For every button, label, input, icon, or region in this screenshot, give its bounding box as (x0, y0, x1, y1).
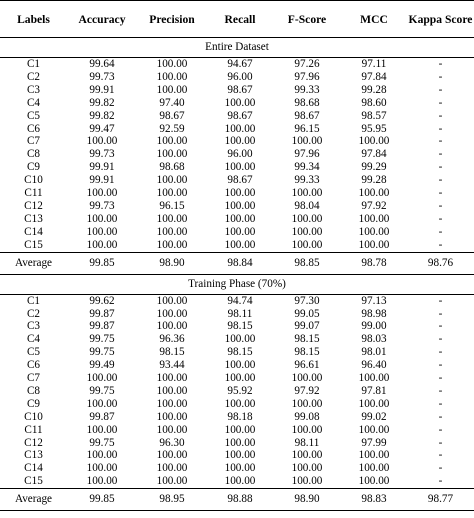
fscore-cell: 96.61 (294, 359, 320, 372)
fscore-cell: 100.00 (291, 135, 323, 148)
recall-cell: 98.88 (207, 489, 273, 511)
mcc-cell: 97.99 (361, 436, 387, 449)
precision-cell: 100.00 (156, 187, 188, 200)
fscore-cell: 99.07 (294, 320, 320, 333)
precision-cell: 100.00 (156, 410, 188, 423)
precision-cell: 100.00 (156, 320, 188, 333)
label-cell: C15 (24, 238, 43, 251)
kappa-cell: - (438, 320, 443, 333)
fscore-cell: 97.96 (294, 148, 320, 161)
fscore-cell: 99.34 (294, 161, 320, 174)
kappa-cell: - (438, 148, 443, 161)
precision-cell: 97.40 (159, 96, 185, 109)
table-row (0, 110, 474, 123)
recall-cell: 98.84 (207, 252, 273, 274)
mcc-cell: 100.00 (358, 372, 390, 385)
kappa-cell: - (438, 475, 443, 488)
table-row (0, 161, 474, 174)
fscore-cell: 98.68 (294, 96, 320, 109)
label-cell: C14 (24, 225, 43, 238)
table-row (0, 148, 474, 161)
mcc-cell: 97.92 (361, 199, 387, 212)
mcc-cell: 97.84 (361, 70, 387, 83)
accuracy-cell: 99.87 (89, 307, 115, 320)
mcc-cell: 100.00 (358, 135, 390, 148)
mcc-cell: 96.40 (361, 359, 387, 372)
label-cell: C15 (24, 475, 43, 488)
fscore-cell: 99.08 (294, 410, 320, 423)
table-row (0, 308, 474, 321)
kappa-cell: - (438, 199, 443, 212)
label-cell: C3 (26, 320, 41, 333)
recall-cell: 94.67 (227, 58, 253, 70)
precision-cell: 100.00 (156, 238, 188, 251)
table-row (0, 372, 474, 385)
precision-cell: 100.00 (156, 294, 188, 307)
section-entire-header (0, 38, 474, 58)
kappa-cell: - (438, 333, 443, 346)
accuracy-cell: 99.75 (89, 436, 115, 449)
accuracy-cell: 99.85 (67, 252, 137, 274)
table-row (0, 398, 474, 411)
label-cell: C9 (26, 161, 41, 174)
mcc-cell: 100.00 (358, 225, 390, 238)
precision-cell: 92.59 (159, 122, 185, 135)
recall-cell: 95.92 (227, 384, 253, 397)
label-cell: C11 (24, 423, 43, 436)
section-title: Training Phase (70%) (0, 274, 474, 294)
kappa-cell: - (438, 307, 443, 320)
header-kappa (407, 1, 474, 38)
accuracy-cell: 99.87 (89, 320, 115, 333)
fscore-cell: 98.15 (294, 333, 320, 346)
kappa-cell: - (438, 225, 443, 238)
recall-cell: 100.00 (224, 212, 256, 225)
accuracy-cell: 99.91 (89, 174, 115, 187)
fscore-cell: 100.00 (291, 462, 323, 475)
accuracy-cell: 99.73 (89, 148, 115, 161)
precision-cell: 100.00 (156, 372, 188, 385)
recall-cell: 98.18 (227, 410, 253, 423)
label-cell: C10 (24, 410, 43, 423)
accuracy-cell: 99.82 (89, 109, 115, 122)
header-row (0, 1, 474, 38)
table-row (0, 226, 474, 239)
fscore-cell: 97.30 (294, 294, 320, 307)
accuracy-cell: 99.47 (89, 122, 115, 135)
fscore-cell: 100.00 (291, 475, 323, 488)
recall-cell: 100.00 (224, 161, 256, 174)
fscore-cell: 100.00 (291, 397, 323, 410)
fscore-cell: 99.05 (294, 307, 320, 320)
precision-cell: 100.00 (156, 70, 188, 83)
kappa-cell: - (438, 359, 443, 372)
table-header (0, 1, 474, 38)
fscore-cell: 98.15 (294, 346, 320, 359)
recall-cell: 98.67 (227, 83, 253, 96)
kappa-cell: - (438, 410, 443, 423)
recall-cell: 100.00 (224, 225, 256, 238)
precision-cell: 100.00 (156, 475, 188, 488)
kappa-cell: 98.76 (407, 252, 474, 274)
precision-cell: 100.00 (156, 307, 188, 320)
accuracy-cell: 99.87 (89, 410, 115, 423)
label-cell: C6 (26, 359, 41, 372)
precision-cell: 100.00 (156, 135, 188, 148)
label-cell: C13 (24, 212, 43, 225)
section-training-rows (0, 294, 474, 489)
recall-cell: 100.00 (224, 449, 256, 462)
recall-cell: 98.11 (227, 307, 253, 320)
precision-cell: 100.00 (156, 212, 188, 225)
header-kappa-label: Kappa Score (408, 12, 473, 26)
header-accuracy: Accuracy (78, 12, 126, 26)
label-cell: C13 (24, 449, 43, 462)
precision-cell: 96.30 (159, 436, 185, 449)
table-row (0, 97, 474, 110)
precision-cell: 96.15 (159, 199, 185, 212)
accuracy-cell: 99.75 (89, 333, 115, 346)
mcc-cell: 98.60 (361, 96, 387, 109)
accuracy-cell: 100.00 (86, 238, 118, 251)
recall-cell: 100.00 (224, 423, 256, 436)
kappa-cell: - (438, 238, 443, 251)
recall-cell: 100.00 (224, 475, 256, 488)
label-cell: C5 (26, 109, 41, 122)
section-title-row (0, 38, 474, 58)
precision-cell: 98.95 (137, 489, 207, 511)
kappa-cell: - (438, 423, 443, 436)
mcc-cell: 99.29 (361, 161, 387, 174)
mcc-cell: 95.95 (361, 122, 387, 135)
label-cell: Average (0, 489, 67, 511)
table-row (0, 174, 474, 187)
section-training-average (0, 489, 474, 511)
recall-cell: 100.00 (224, 199, 256, 212)
label-cell: C2 (26, 70, 41, 83)
table-row (0, 359, 474, 372)
fscore-cell: 100.00 (291, 449, 323, 462)
mcc-cell: 97.84 (361, 148, 387, 161)
recall-cell: 100.00 (224, 238, 256, 251)
kappa-cell: - (438, 161, 443, 174)
kappa-cell: - (438, 294, 443, 307)
mcc-cell: 99.28 (361, 83, 387, 96)
fscore-cell: 98.11 (294, 436, 320, 449)
mcc-cell: 100.00 (358, 238, 390, 251)
table-row (0, 58, 474, 71)
table-row (0, 187, 474, 200)
label-cell: C12 (24, 436, 43, 449)
mcc-cell: 97.11 (361, 58, 387, 70)
table-row (0, 135, 474, 148)
recall-cell: 94.74 (227, 294, 253, 307)
kappa-cell: - (438, 83, 443, 96)
section-entire-rows (0, 58, 474, 253)
fscore-cell: 97.26 (294, 58, 320, 70)
table-row (0, 449, 474, 462)
average-row (0, 489, 474, 511)
table-row (0, 213, 474, 226)
label-cell: C7 (26, 135, 41, 148)
table-row (0, 200, 474, 213)
precision-cell: 100.00 (156, 83, 188, 96)
kappa-cell: - (438, 70, 443, 83)
accuracy-cell: 99.75 (89, 384, 115, 397)
label-cell: C10 (24, 174, 43, 187)
accuracy-cell: 100.00 (86, 187, 118, 200)
mcc-cell: 99.02 (361, 410, 387, 423)
kappa-cell: - (438, 397, 443, 410)
recall-cell: 100.00 (224, 462, 256, 475)
fscore-cell: 100.00 (291, 372, 323, 385)
label-cell: C4 (26, 96, 41, 109)
section-title: Entire Dataset (0, 38, 474, 58)
mcc-cell: 98.83 (341, 489, 407, 511)
label-cell: C3 (26, 83, 41, 96)
accuracy-cell: 100.00 (86, 449, 118, 462)
table-row (0, 294, 474, 307)
recall-cell: 98.67 (227, 174, 253, 187)
precision-cell: 100.00 (156, 148, 188, 161)
recall-cell: 100.00 (224, 333, 256, 346)
label-cell: C1 (26, 294, 41, 307)
fscore-cell: 100.00 (291, 423, 323, 436)
fscore-cell: 100.00 (291, 187, 323, 200)
precision-cell: 100.00 (156, 384, 188, 397)
label-cell: C2 (26, 307, 41, 320)
accuracy-cell: 100.00 (86, 212, 118, 225)
recall-cell: 98.15 (227, 320, 253, 333)
mcc-cell: 100.00 (358, 212, 390, 225)
mcc-cell: 99.00 (361, 320, 387, 333)
accuracy-cell: 99.73 (89, 199, 115, 212)
label-cell: C1 (26, 58, 41, 70)
fscore-cell: 98.85 (273, 252, 341, 274)
recall-cell: 96.00 (227, 148, 253, 161)
label-cell: Average (0, 252, 67, 274)
label-cell: C12 (24, 199, 43, 212)
mcc-cell: 100.00 (358, 449, 390, 462)
header-precision: Precision (149, 12, 195, 26)
mcc-cell: 98.57 (361, 109, 387, 122)
precision-cell: 98.68 (159, 161, 185, 174)
precision-cell: 93.44 (159, 359, 185, 372)
fscore-cell: 99.33 (294, 174, 320, 187)
accuracy-cell: 100.00 (86, 225, 118, 238)
fscore-cell: 97.92 (294, 384, 320, 397)
table-row (0, 385, 474, 398)
precision-cell: 100.00 (156, 449, 188, 462)
fscore-cell: 96.15 (294, 122, 320, 135)
precision-cell: 98.90 (137, 252, 207, 274)
recall-cell: 100.00 (224, 187, 256, 200)
kappa-cell: 98.77 (407, 489, 474, 511)
accuracy-cell: 99.73 (89, 70, 115, 83)
table-row (0, 437, 474, 450)
label-cell: C8 (26, 384, 41, 397)
precision-cell: 100.00 (156, 423, 188, 436)
precision-cell: 100.00 (156, 397, 188, 410)
accuracy-cell: 99.75 (89, 346, 115, 359)
kappa-cell: - (438, 436, 443, 449)
table-row (0, 462, 474, 475)
mcc-cell: 100.00 (358, 475, 390, 488)
recall-cell: 100.00 (224, 436, 256, 449)
table-row (0, 320, 474, 333)
mcc-cell: 98.78 (341, 252, 407, 274)
fscore-cell: 98.90 (273, 489, 341, 511)
table-row (0, 84, 474, 97)
kappa-cell: - (438, 187, 443, 200)
fscore-cell: 100.00 (291, 238, 323, 251)
fscore-cell: 99.33 (294, 83, 320, 96)
kappa-cell: - (438, 109, 443, 122)
header-recall: Recall (224, 12, 256, 26)
kappa-cell: - (438, 174, 443, 187)
header-fscore: F-Score (287, 12, 327, 26)
recall-cell: 98.67 (227, 109, 253, 122)
accuracy-cell: 99.62 (89, 294, 115, 307)
accuracy-cell: 100.00 (86, 397, 118, 410)
kappa-cell: - (438, 384, 443, 397)
fscore-cell: 98.67 (294, 109, 320, 122)
section-entire-average (0, 252, 474, 274)
precision-cell: 98.67 (159, 109, 185, 122)
average-row (0, 252, 474, 274)
mcc-cell: 98.98 (361, 307, 387, 320)
precision-cell: 100.00 (156, 225, 188, 238)
fscore-cell: 100.00 (291, 212, 323, 225)
kappa-cell: - (438, 96, 443, 109)
header-mcc: MCC (360, 12, 388, 26)
recall-cell: 100.00 (224, 135, 256, 148)
accuracy-cell: 99.91 (89, 83, 115, 96)
accuracy-cell: 100.00 (86, 372, 118, 385)
accuracy-cell: 99.82 (89, 96, 115, 109)
kappa-cell: - (438, 122, 443, 135)
table-row (0, 123, 474, 136)
label-cell: C9 (26, 397, 41, 410)
accuracy-cell: 99.91 (89, 161, 115, 174)
table-row (0, 424, 474, 437)
recall-cell: 100.00 (224, 359, 256, 372)
mcc-cell: 100.00 (358, 462, 390, 475)
accuracy-cell: 100.00 (86, 135, 118, 148)
label-cell: C6 (26, 122, 41, 135)
kappa-cell: - (438, 372, 443, 385)
recall-cell: 98.15 (227, 346, 253, 359)
label-cell: C4 (26, 333, 41, 346)
section-training-header (0, 274, 474, 294)
recall-cell: 100.00 (224, 122, 256, 135)
fscore-cell: 98.04 (294, 199, 320, 212)
recall-cell: 100.00 (224, 372, 256, 385)
mcc-cell: 97.81 (361, 384, 387, 397)
table-row (0, 411, 474, 424)
label-cell: C7 (26, 372, 41, 385)
mcc-cell: 100.00 (358, 397, 390, 410)
kappa-cell: - (438, 58, 443, 70)
accuracy-cell: 99.64 (89, 58, 115, 70)
mcc-cell: 97.13 (361, 294, 387, 307)
table-row (0, 346, 474, 359)
recall-cell: 100.00 (224, 397, 256, 410)
accuracy-cell: 99.85 (67, 489, 137, 511)
mcc-cell: 100.00 (358, 423, 390, 436)
header-labels: Labels (17, 12, 50, 26)
table-row (0, 239, 474, 252)
fscore-cell: 100.00 (291, 225, 323, 238)
kappa-cell: - (438, 462, 443, 475)
table-row (0, 71, 474, 84)
accuracy-cell: 100.00 (86, 423, 118, 436)
table-row (0, 475, 474, 488)
accuracy-cell: 100.00 (86, 462, 118, 475)
label-cell: C8 (26, 148, 41, 161)
kappa-cell: - (438, 135, 443, 148)
accuracy-cell: 99.49 (89, 359, 115, 372)
kappa-cell: - (438, 449, 443, 462)
mcc-cell: 98.03 (361, 333, 387, 346)
accuracy-cell: 100.00 (86, 475, 118, 488)
label-cell: C14 (24, 462, 43, 475)
mcc-cell: 98.01 (361, 346, 387, 359)
mcc-cell: 99.28 (361, 174, 387, 187)
kappa-cell: - (438, 212, 443, 225)
kappa-cell: - (438, 346, 443, 359)
label-cell: C5 (26, 346, 41, 359)
fscore-cell: 97.96 (294, 70, 320, 83)
precision-cell: 98.15 (159, 346, 185, 359)
precision-cell: 100.00 (156, 174, 188, 187)
precision-cell: 96.36 (159, 333, 185, 346)
section-title-row (0, 274, 474, 294)
precision-cell: 100.00 (156, 462, 188, 475)
mcc-cell: 100.00 (358, 187, 390, 200)
table-row (0, 333, 474, 346)
precision-cell: 100.00 (156, 58, 188, 70)
label-cell: C11 (24, 187, 43, 200)
recall-cell: 96.00 (227, 70, 253, 83)
recall-cell: 100.00 (224, 96, 256, 109)
